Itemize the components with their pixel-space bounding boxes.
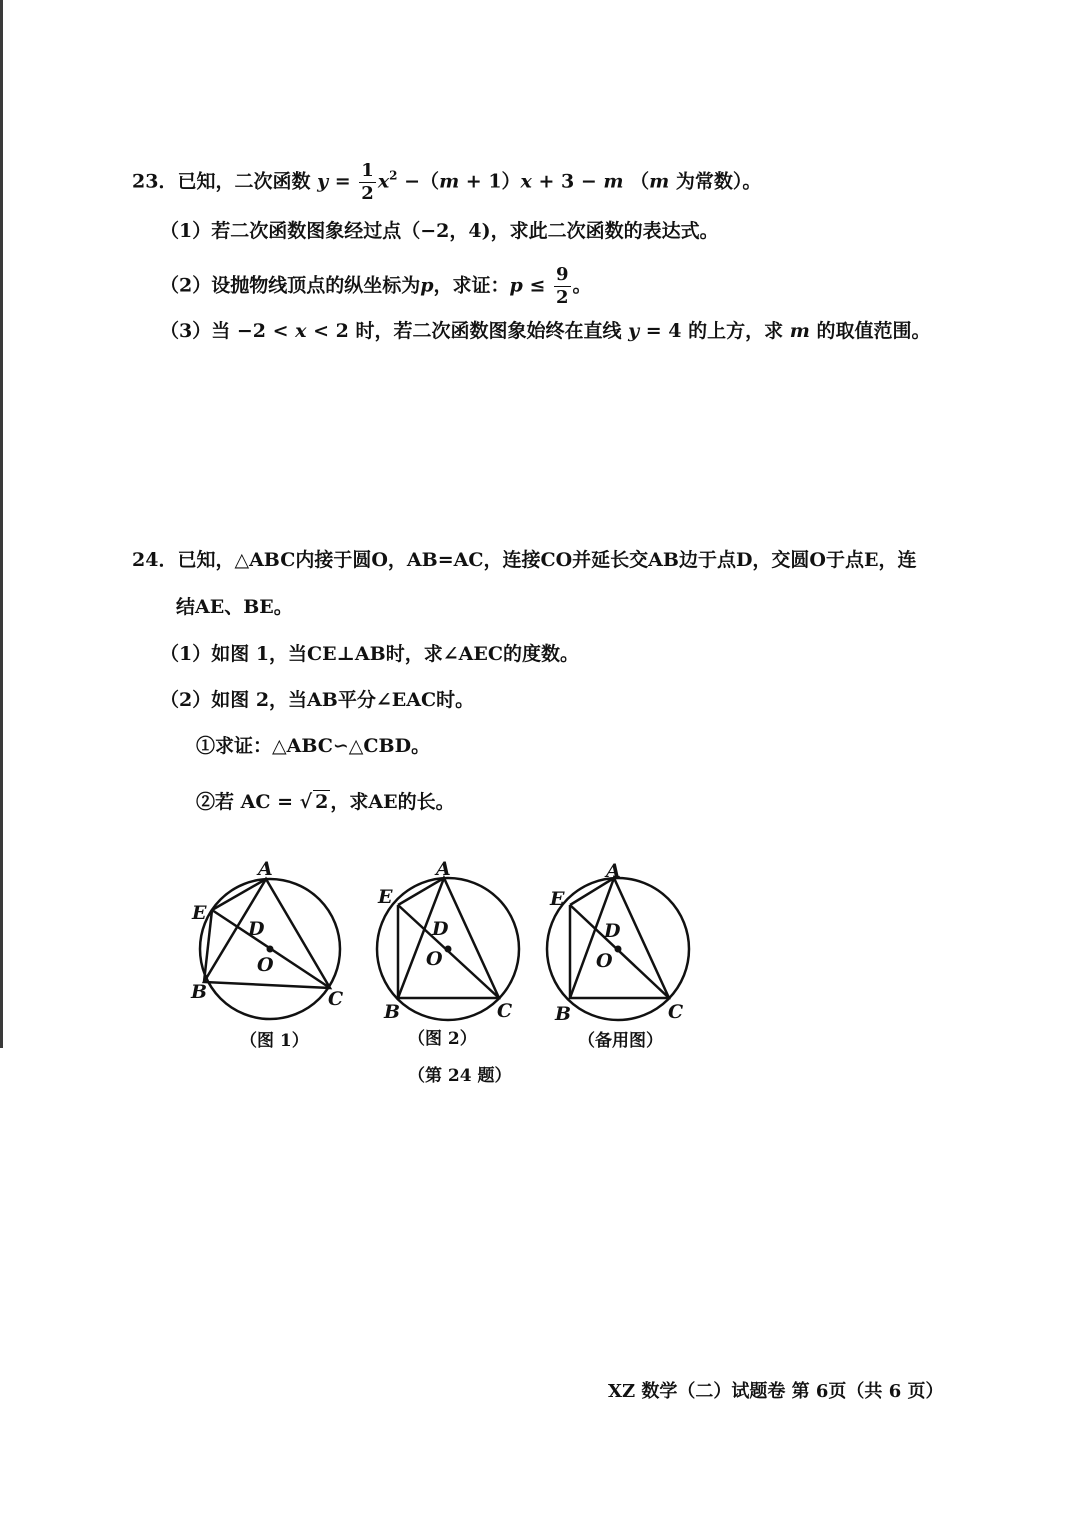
q23-p3-a: （3）当 −2 <: [160, 320, 296, 342]
q24-sub2-a: ②若 AC =: [196, 791, 300, 813]
q23-p2-fraction: [554, 266, 571, 307]
q23-func-rest-3: + 3 −: [531, 170, 604, 193]
q23-frac-num: 1: [361, 160, 374, 181]
q23-p2-text: （2）设抛物线顶点的纵坐标为: [160, 274, 421, 297]
q24-part-2: （2）如图 2，当AB平分∠EAC时。: [160, 689, 475, 711]
figure-spare-label-d: D: [604, 920, 621, 942]
q23-func-x2: x: [520, 170, 532, 193]
sqrt-symbol: √: [299, 791, 313, 813]
q23-func-note-m: m: [649, 170, 670, 193]
q23-fraction: [359, 162, 376, 203]
figure-1-caption: （图 1）: [240, 1031, 309, 1051]
q23-p3-m: m: [789, 320, 810, 342]
q23-p3-y: y: [628, 320, 640, 342]
figure-2-label-b: B: [384, 1001, 401, 1023]
page-footer: XZ 数学（二）试题卷 第 6页（共 6 页）: [608, 1381, 944, 1402]
q23-p3-c: = 4 的上方，求: [639, 320, 790, 342]
q23-func-rest-2: + 1）: [459, 170, 521, 193]
figure-2-label-o: O: [426, 948, 443, 970]
q23-part-2: [160, 266, 592, 307]
q23-func-m2: m: [603, 170, 624, 193]
q23-func-y: y: [317, 170, 329, 193]
figure-1-label-o: O: [257, 954, 274, 976]
q24-figures: [0, 845, 1080, 1105]
q23-p3-d: 的取值范围。: [809, 320, 931, 342]
q23-p3-b: < 2 时，若二次函数图象始终在直线: [306, 320, 629, 342]
figure-1-label-d: D: [248, 918, 265, 940]
q24-sub2-b: ，求AE的长。: [330, 791, 455, 813]
figures-group-caption: （第 24 题）: [408, 1066, 512, 1086]
figure-2-label-c: C: [497, 1000, 513, 1022]
q24-part-2-sub-2: [196, 793, 455, 812]
q23-p2-frac-den: 2: [556, 287, 569, 308]
figure-spare-label-o: O: [596, 950, 613, 972]
figure-spare-label-c: C: [668, 1001, 684, 1023]
figure-1-label-a: A: [258, 858, 273, 880]
q24-part-1: （1）如图 1，当CE⊥AB时，求∠AEC的度数。: [160, 643, 579, 665]
q24-part-2-sub-1: ①求证：△ABC∽△CBD。: [196, 735, 431, 757]
figure-1: [190, 858, 343, 1019]
figure-2-caption: （图 2）: [408, 1029, 477, 1049]
figure-1-label-e: E: [192, 902, 207, 924]
q24-stem-line-2: 结AE、BE。: [176, 596, 293, 618]
q23-func-rest-1: −（: [397, 170, 440, 193]
q23-func-m1: m: [439, 170, 460, 193]
figure-spare: [547, 860, 689, 1025]
q23-func-note-2: 为常数）。: [669, 170, 762, 193]
q23-p2-p2: p: [509, 274, 523, 297]
q23-frac-den: 2: [361, 183, 374, 204]
q23-func-exp: 2: [389, 168, 398, 183]
q23-stem-text: 已知，二次函数: [177, 170, 311, 193]
figure-spare-label-a: A: [606, 860, 621, 882]
q24-sub2-radicand: 2: [315, 791, 329, 813]
q23-func-eq: =: [328, 170, 358, 193]
figure-2: [377, 858, 519, 1023]
q24-stem-line-1: [132, 551, 916, 570]
figure-2-center-point: [445, 946, 452, 953]
q23-func-x: x: [377, 170, 390, 193]
figure-spare-label-b: B: [555, 1003, 572, 1025]
q24-number: 24．: [132, 549, 178, 571]
q23-func-note-1: （: [630, 170, 650, 193]
figure-1-label-b: B: [191, 981, 208, 1003]
figure-1-label-c: C: [328, 988, 344, 1010]
q24-stem-text-1: 已知，△ABC内接于圆O，AB=AC，连接CO并延长交AB边于点D，交圆O于点E，连: [177, 549, 917, 571]
q23-number: 23．: [132, 170, 178, 193]
figure-2-label-d: D: [432, 918, 449, 940]
q23-part-1: （1）若二次函数图象经过点（−2，4)，求此二次函数的表达式。: [160, 220, 719, 242]
q23-stem: [132, 162, 761, 203]
figure-spare-caption: （备用图）: [578, 1031, 663, 1051]
figure-2-label-e: E: [378, 886, 393, 908]
q23-p2-frac-num: 9: [556, 264, 569, 285]
q23-p2-end: 。: [572, 274, 592, 297]
q23-part-3: [160, 322, 930, 341]
figure-spare-center-point: [615, 946, 622, 953]
q23-p3-x: x: [295, 320, 307, 342]
figure-spare-label-e: E: [550, 888, 565, 910]
q23-p2-p: p: [420, 274, 434, 297]
figure-2-label-a: A: [436, 858, 451, 880]
figure-1-center-point: [267, 946, 274, 953]
q23-p2-le: ≤: [522, 274, 552, 297]
q23-p2-mid: ，求证：: [433, 274, 510, 297]
